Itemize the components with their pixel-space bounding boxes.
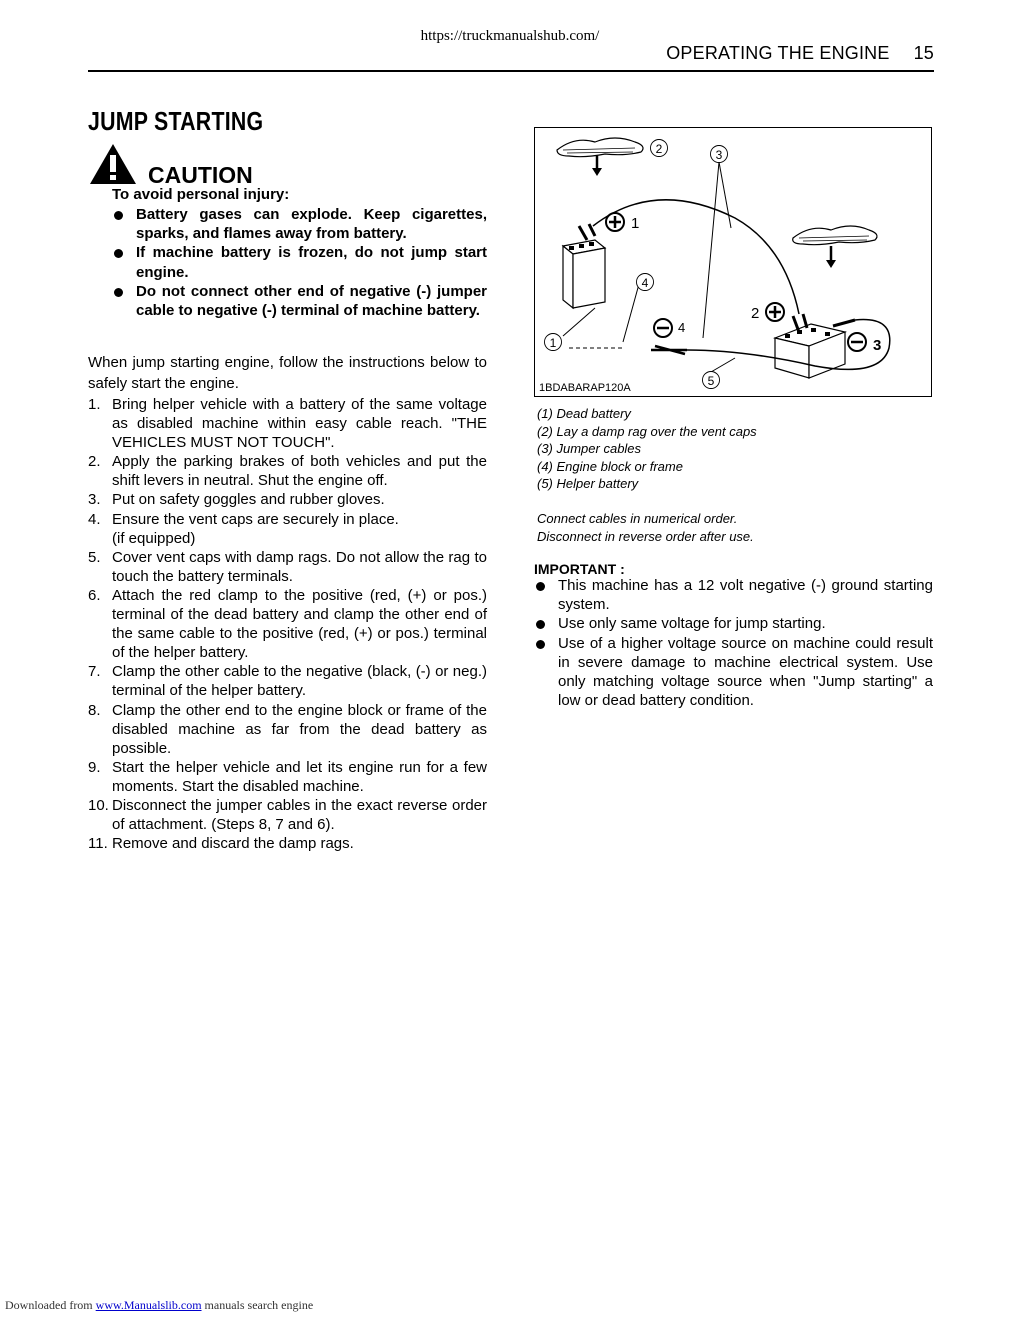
caution-heading: CAUTION	[148, 162, 253, 188]
list-item	[88, 510, 487, 548]
page-title: JUMP STARTING	[88, 106, 264, 136]
step-number: 1.	[88, 396, 101, 413]
list-item	[88, 758, 487, 796]
step-text: Ensure the vent caps are securely in place.	[112, 510, 399, 528]
callout-2	[651, 140, 668, 157]
callout-4	[637, 274, 654, 291]
step-number: 4.	[88, 510, 101, 528]
list-item: Use of a higher voltage source on machine could result in severe damage to machine electrical system. Use only matching voltage source when "Jump starting" a low or dead battery condition.	[534, 634, 933, 711]
figure-note	[537, 510, 754, 545]
footer-suffix: manuals search engine	[204, 1298, 314, 1312]
manualslib-link[interactable]: www.Manualslib.com	[95, 1298, 202, 1312]
minus-terminal-icon	[654, 319, 672, 337]
step-number: 9.	[88, 758, 101, 776]
important-list	[534, 576, 933, 710]
list-item: If machine battery is frozen, do not jump start engine.	[112, 243, 487, 281]
section-title: OPERATING THE ENGINE	[666, 43, 890, 63]
jumper-cable	[593, 200, 799, 314]
step-text: Clamp the other cable to the negative (black, (-) or neg.) terminal of the helper battery.	[112, 663, 487, 700]
svg-text:1: 1	[549, 336, 557, 350]
caution-intro: To avoid personal injury:	[112, 186, 290, 203]
connection-number: 4	[678, 320, 686, 335]
step-text: Put on safety goggles and rubber gloves.	[112, 491, 385, 509]
plus-terminal-icon	[766, 303, 784, 321]
list-item: Do not connect other end of negative (-) jumper cable to negative (-) terminal of machine battery.	[112, 282, 487, 320]
legend-item: (5) Helper battery	[537, 476, 639, 491]
svg-text:3: 3	[715, 148, 723, 162]
connection-number: 3	[873, 337, 882, 354]
callout-3	[711, 146, 728, 163]
svg-text:2: 2	[655, 142, 663, 156]
svg-text:5: 5	[707, 374, 715, 388]
list-item: Battery gases can explode. Keep cigarettes, sparks, and flames away from battery.	[112, 205, 487, 243]
step-text: Start the helper vehicle and let its engine run for a few moments. Start the disabled machine.	[112, 758, 487, 795]
page-number: 15	[913, 43, 934, 63]
footer-prefix: Downloaded from	[5, 1298, 93, 1312]
step-text: Disconnect the jumper cables in the exact reverse order of attachment. (Steps 8, 7 and 6).	[112, 796, 487, 834]
list-item	[88, 796, 487, 834]
minus-terminal-icon	[848, 333, 866, 351]
legend-item: (1) Dead battery	[537, 406, 631, 421]
warning-triangle-icon	[88, 142, 138, 186]
list-item	[88, 490, 487, 509]
step-number: 11.	[88, 835, 108, 853]
list-item	[88, 548, 487, 586]
damp-rag-icon	[793, 226, 877, 245]
damp-rag-icon	[557, 138, 643, 157]
step-text: Remove and discard the damp rags.	[112, 835, 354, 853]
list-item	[88, 701, 487, 758]
running-header	[666, 43, 934, 64]
svg-text:4: 4	[641, 276, 649, 290]
dead-battery-icon	[563, 240, 605, 308]
callout-1	[545, 334, 562, 351]
header-rule	[88, 70, 934, 72]
list-item: Use only same voltage for jump starting.	[534, 614, 933, 633]
intro-paragraph: When jump starting engine, follow the instructions below to safely start the engine.	[88, 354, 487, 392]
step-text: Apply the parking brakes of both vehicles and put the shift levers in neutral. Shut the engine off.	[112, 453, 487, 490]
note-line: Connect cables in numerical order.	[537, 511, 738, 526]
connection-number: 1	[631, 215, 640, 232]
plus-terminal-icon	[606, 213, 624, 231]
step-number: 3.	[88, 491, 101, 509]
step-number: 7.	[88, 663, 101, 681]
steps-list	[88, 395, 487, 853]
list-item	[88, 586, 487, 662]
figure-legend	[537, 405, 757, 493]
note-line: Disconnect in reverse order after use.	[537, 528, 754, 544]
connection-number: 2	[751, 305, 760, 322]
step-number: 10.	[88, 796, 109, 814]
jump-start-diagram	[534, 127, 932, 397]
step-number: 5.	[88, 548, 101, 566]
figure-code: 1BDABARAP120A	[539, 382, 631, 394]
download-footer	[5, 1298, 313, 1313]
top-url: https://truckmanualshub.com/	[420, 28, 600, 44]
list-item	[88, 834, 487, 853]
caution-list	[112, 205, 487, 320]
step-text: Clamp the other end to the engine block or frame of the disabled machine as far from the dead battery as possible.	[112, 701, 487, 757]
legend-item: (3) Jumper cables	[537, 441, 642, 456]
legend-item: (4) Engine block or frame	[537, 458, 683, 474]
important-heading: IMPORTANT :	[534, 561, 625, 577]
list-item	[88, 662, 487, 700]
legend-item: (2) Lay a damp rag over the vent caps	[537, 423, 757, 439]
list-item	[88, 452, 487, 490]
step-number: 8.	[88, 701, 101, 719]
callout-5	[703, 372, 720, 389]
step-subtext: (if equipped)	[112, 529, 196, 547]
step-text: Attach the red clamp to the positive (red, (+) or pos.) terminal of the dead battery and clamp the other end of the same cable to the positive (red, (+) or pos.) terminal of the helper battery.	[112, 586, 487, 662]
helper-battery-icon	[775, 324, 845, 378]
step-text: Bring helper vehicle with a battery of the same voltage as disabled machine within easy cable reach. "THE VEHICLES MUST NOT TOUCH".	[112, 396, 487, 452]
step-number: 2.	[88, 453, 101, 471]
list-item: This machine has a 12 volt negative (-) ground starting system.	[534, 576, 933, 614]
step-text: Cover vent caps with damp rags. Do not allow the rag to touch the battery terminals.	[112, 548, 487, 585]
step-number: 6.	[88, 586, 101, 604]
list-item	[88, 395, 487, 452]
